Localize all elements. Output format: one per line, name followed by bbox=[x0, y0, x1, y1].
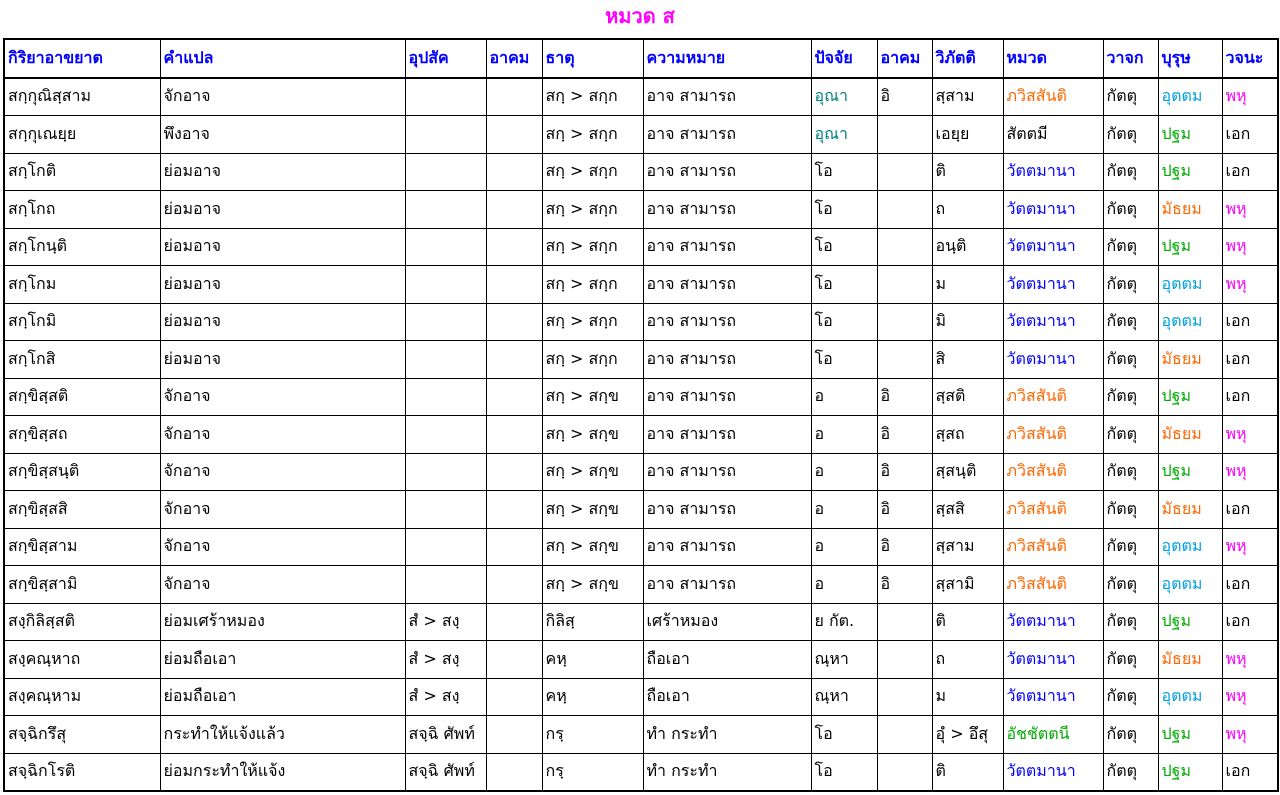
cell-person: ปฐม bbox=[1158, 753, 1222, 791]
cell-root: สกฺ > สกฺข bbox=[542, 528, 643, 566]
cell-verb: สจฺฉิกโรติ bbox=[4, 753, 160, 791]
cell-number: เอก bbox=[1222, 303, 1278, 341]
cell-translation: กระทำให้แจ้งแล้ว bbox=[160, 716, 405, 754]
cell-category: วัตตมานา bbox=[1003, 678, 1103, 716]
cell-root-meaning: เศร้าหมอง bbox=[643, 603, 811, 641]
cell-prefix bbox=[405, 191, 486, 229]
cell-agama bbox=[486, 191, 542, 229]
cell-prefix bbox=[405, 378, 486, 416]
cell-agama-2: อิ bbox=[877, 453, 932, 491]
table-row bbox=[4, 603, 1278, 641]
cell-agama-2 bbox=[877, 228, 932, 266]
cell-agama-2: อิ bbox=[877, 416, 932, 454]
cell-prefix bbox=[405, 303, 486, 341]
cell-suffix: อ bbox=[811, 378, 877, 416]
cell-verb: สกฺขิสฺสสิ bbox=[4, 491, 160, 529]
cell-suffix: ณฺหา bbox=[811, 641, 877, 679]
page-title: หมวด ส bbox=[605, 4, 675, 28]
cell-person: ปฐม bbox=[1158, 228, 1222, 266]
cell-number: เอก bbox=[1222, 378, 1278, 416]
cell-category: วัตตมานา bbox=[1003, 228, 1103, 266]
cell-agama bbox=[486, 491, 542, 529]
cell-agama-2 bbox=[877, 266, 932, 304]
table-row bbox=[4, 753, 1278, 791]
cell-root: สกฺ > สกฺก bbox=[542, 341, 643, 379]
cell-verb: สกฺกุเณยฺย bbox=[4, 116, 160, 154]
cell-person: ปฐม bbox=[1158, 116, 1222, 154]
table-row bbox=[4, 228, 1278, 266]
cell-agama bbox=[486, 528, 542, 566]
cell-vibhatti: ติ bbox=[932, 753, 1003, 791]
cell-person: ปฐม bbox=[1158, 716, 1222, 754]
cell-prefix bbox=[405, 78, 486, 116]
table-row bbox=[4, 378, 1278, 416]
cell-root: สกฺ > สกฺก bbox=[542, 78, 643, 116]
table-row bbox=[4, 528, 1278, 566]
table-row bbox=[4, 116, 1278, 154]
cell-agama bbox=[486, 153, 542, 191]
cell-root: สกฺ > สกฺข bbox=[542, 491, 643, 529]
cell-voice: กัตตุ bbox=[1103, 678, 1158, 716]
cell-voice: กัตตุ bbox=[1103, 491, 1158, 529]
cell-person: ปฐม bbox=[1158, 453, 1222, 491]
cell-prefix bbox=[405, 116, 486, 154]
cell-agama-2 bbox=[877, 678, 932, 716]
cell-category: วัตตมานา bbox=[1003, 303, 1103, 341]
cell-vibhatti: สฺสาม bbox=[932, 78, 1003, 116]
verb-table bbox=[3, 38, 1279, 792]
cell-voice: กัตตุ bbox=[1103, 341, 1158, 379]
cell-verb: สกฺโกมิ bbox=[4, 303, 160, 341]
cell-agama bbox=[486, 641, 542, 679]
cell-vibhatti: ถ bbox=[932, 191, 1003, 229]
cell-translation: ย่อมถือเอา bbox=[160, 641, 405, 679]
cell-number: เอก bbox=[1222, 566, 1278, 604]
cell-person: มัธยม bbox=[1158, 191, 1222, 229]
cell-suffix: โอ bbox=[811, 341, 877, 379]
cell-translation: จักอาจ bbox=[160, 491, 405, 529]
cell-root-meaning: อาจ สามารถ bbox=[643, 378, 811, 416]
cell-translation: ย่อมอาจ bbox=[160, 266, 405, 304]
cell-translation: จักอาจ bbox=[160, 528, 405, 566]
cell-translation: ย่อมเศร้าหมอง bbox=[160, 603, 405, 641]
cell-root: คหฺ bbox=[542, 641, 643, 679]
cell-suffix: อ bbox=[811, 491, 877, 529]
cell-prefix bbox=[405, 153, 486, 191]
cell-verb: สงฺกิลิสฺสติ bbox=[4, 603, 160, 641]
cell-vibhatti: อนฺติ bbox=[932, 228, 1003, 266]
cell-category: ภวิสสันติ bbox=[1003, 528, 1103, 566]
cell-category: ภวิสสันติ bbox=[1003, 566, 1103, 604]
cell-number: พหุ bbox=[1222, 716, 1278, 754]
cell-root-meaning: อาจ สามารถ bbox=[643, 153, 811, 191]
cell-number: เอก bbox=[1222, 753, 1278, 791]
cell-vibhatti: ถ bbox=[932, 641, 1003, 679]
cell-suffix: โอ bbox=[811, 303, 877, 341]
header-prefix: อุปสัค bbox=[405, 39, 486, 78]
cell-agama bbox=[486, 678, 542, 716]
cell-verb: สงฺคณฺหาถ bbox=[4, 641, 160, 679]
cell-number: พหุ bbox=[1222, 266, 1278, 304]
cell-agama-2 bbox=[877, 716, 932, 754]
cell-root-meaning: อาจ สามารถ bbox=[643, 228, 811, 266]
cell-translation: ย่อมอาจ bbox=[160, 341, 405, 379]
header-vibhatti: วิภัตติ bbox=[932, 39, 1003, 78]
cell-root-meaning: อาจ สามารถ bbox=[643, 341, 811, 379]
cell-voice: กัตตุ bbox=[1103, 641, 1158, 679]
table-row bbox=[4, 641, 1278, 679]
cell-person: อุตตม bbox=[1158, 266, 1222, 304]
cell-verb: สกฺกุณิสฺสาม bbox=[4, 78, 160, 116]
cell-voice: กัตตุ bbox=[1103, 753, 1158, 791]
cell-person: ปฐม bbox=[1158, 603, 1222, 641]
header-person: บุรุษ bbox=[1158, 39, 1222, 78]
cell-root: สกฺ > สกฺก bbox=[542, 266, 643, 304]
cell-agama-2 bbox=[877, 116, 932, 154]
table-header-row bbox=[4, 39, 1278, 78]
cell-suffix: อ bbox=[811, 416, 877, 454]
cell-vibhatti: สฺสสิ bbox=[932, 491, 1003, 529]
cell-verb: สกฺโกติ bbox=[4, 153, 160, 191]
cell-agama bbox=[486, 603, 542, 641]
cell-prefix bbox=[405, 453, 486, 491]
cell-agama-2 bbox=[877, 603, 932, 641]
cell-person: ปฐม bbox=[1158, 378, 1222, 416]
cell-number: เอก bbox=[1222, 491, 1278, 529]
cell-category: ภวิสสันติ bbox=[1003, 416, 1103, 454]
cell-translation: ย่อมอาจ bbox=[160, 153, 405, 191]
cell-number: พหุ bbox=[1222, 191, 1278, 229]
cell-root: สกฺ > สกฺข bbox=[542, 378, 643, 416]
cell-prefix: สํ > สงฺ bbox=[405, 678, 486, 716]
header-category: หมวด bbox=[1003, 39, 1103, 78]
cell-root-meaning: อาจ สามารถ bbox=[643, 266, 811, 304]
cell-root: คหฺ bbox=[542, 678, 643, 716]
cell-translation: จักอาจ bbox=[160, 416, 405, 454]
table-row bbox=[4, 191, 1278, 229]
cell-suffix: ณฺหา bbox=[811, 678, 877, 716]
cell-person: มัธยม bbox=[1158, 641, 1222, 679]
table-row bbox=[4, 716, 1278, 754]
cell-person: อุตตม bbox=[1158, 566, 1222, 604]
cell-vibhatti: อุํ > อึสุ bbox=[932, 716, 1003, 754]
cell-category: วัตตมานา bbox=[1003, 191, 1103, 229]
table-row bbox=[4, 78, 1278, 116]
table-row bbox=[4, 416, 1278, 454]
cell-translation: ย่อมถือเอา bbox=[160, 678, 405, 716]
cell-prefix bbox=[405, 491, 486, 529]
cell-agama-2 bbox=[877, 341, 932, 379]
cell-agama-2: อิ bbox=[877, 491, 932, 529]
cell-vibhatti: สฺสนฺติ bbox=[932, 453, 1003, 491]
cell-vibhatti: สฺสามิ bbox=[932, 566, 1003, 604]
cell-suffix: โอ bbox=[811, 266, 877, 304]
cell-suffix: ย กัต. bbox=[811, 603, 877, 641]
cell-translation: จักอาจ bbox=[160, 453, 405, 491]
cell-number: เอก bbox=[1222, 341, 1278, 379]
cell-number: พหุ bbox=[1222, 528, 1278, 566]
cell-number: พหุ bbox=[1222, 678, 1278, 716]
header-verb: กิริยาอาขยาต bbox=[4, 39, 160, 78]
cell-verb: สกฺขิสฺสาม bbox=[4, 528, 160, 566]
cell-root-meaning: อาจ สามารถ bbox=[643, 116, 811, 154]
cell-vibhatti: สฺสติ bbox=[932, 378, 1003, 416]
cell-suffix: โอ bbox=[811, 753, 877, 791]
cell-agama-2 bbox=[877, 153, 932, 191]
cell-verb: สกฺขิสฺสนฺติ bbox=[4, 453, 160, 491]
cell-verb: สกฺโกม bbox=[4, 266, 160, 304]
cell-category: วัตตมานา bbox=[1003, 641, 1103, 679]
cell-vibhatti: ติ bbox=[932, 153, 1003, 191]
cell-category: อัชชัตตนี bbox=[1003, 716, 1103, 754]
cell-root: สกฺ > สกฺก bbox=[542, 303, 643, 341]
cell-number: เอก bbox=[1222, 116, 1278, 154]
cell-root: กิลิสฺ bbox=[542, 603, 643, 641]
cell-agama bbox=[486, 303, 542, 341]
cell-agama bbox=[486, 116, 542, 154]
cell-root-meaning: อาจ สามารถ bbox=[643, 78, 811, 116]
cell-voice: กัตตุ bbox=[1103, 378, 1158, 416]
cell-number: พหุ bbox=[1222, 416, 1278, 454]
cell-agama bbox=[486, 266, 542, 304]
cell-root-meaning: อาจ สามารถ bbox=[643, 453, 811, 491]
header-root-meaning: ความหมาย bbox=[643, 39, 811, 78]
cell-agama bbox=[486, 341, 542, 379]
cell-translation: ย่อมอาจ bbox=[160, 228, 405, 266]
cell-number: พหุ bbox=[1222, 228, 1278, 266]
cell-agama-2: อิ bbox=[877, 378, 932, 416]
cell-person: อุตตม bbox=[1158, 303, 1222, 341]
header-suffix: ปัจจัย bbox=[811, 39, 877, 78]
cell-prefix bbox=[405, 416, 486, 454]
cell-agama-2: อิ bbox=[877, 528, 932, 566]
cell-root: สกฺ > สกฺข bbox=[542, 566, 643, 604]
cell-agama bbox=[486, 716, 542, 754]
cell-verb: สกฺขิสฺสามิ bbox=[4, 566, 160, 604]
cell-person: มัธยม bbox=[1158, 341, 1222, 379]
cell-root-meaning: อาจ สามารถ bbox=[643, 491, 811, 529]
cell-prefix bbox=[405, 566, 486, 604]
cell-translation: จักอาจ bbox=[160, 566, 405, 604]
cell-voice: กัตตุ bbox=[1103, 603, 1158, 641]
cell-voice: กัตตุ bbox=[1103, 266, 1158, 304]
cell-root-meaning: อาจ สามารถ bbox=[643, 416, 811, 454]
cell-vibhatti: ติ bbox=[932, 603, 1003, 641]
cell-suffix: อุณา bbox=[811, 116, 877, 154]
cell-translation: ย่อมอาจ bbox=[160, 303, 405, 341]
cell-category: วัตตมานา bbox=[1003, 603, 1103, 641]
cell-root-meaning: อาจ สามารถ bbox=[643, 303, 811, 341]
cell-vibhatti: ม bbox=[932, 678, 1003, 716]
cell-root: สกฺ > สกฺข bbox=[542, 453, 643, 491]
cell-root-meaning: ทำ กระทำ bbox=[643, 716, 811, 754]
cell-root-meaning: ทำ กระทำ bbox=[643, 753, 811, 791]
cell-agama-2 bbox=[877, 753, 932, 791]
cell-voice: กัตตุ bbox=[1103, 416, 1158, 454]
cell-root-meaning: ถือเอา bbox=[643, 678, 811, 716]
table-row bbox=[4, 566, 1278, 604]
cell-agama bbox=[486, 566, 542, 604]
cell-number: พหุ bbox=[1222, 78, 1278, 116]
header-number: วจนะ bbox=[1222, 39, 1278, 78]
cell-agama bbox=[486, 416, 542, 454]
cell-vibhatti: สฺสาม bbox=[932, 528, 1003, 566]
cell-verb: สกฺขิสฺสติ bbox=[4, 378, 160, 416]
cell-translation: จักอาจ bbox=[160, 78, 405, 116]
cell-agama-2: อิ bbox=[877, 566, 932, 604]
cell-person: มัธยม bbox=[1158, 416, 1222, 454]
cell-verb: สกฺโกสิ bbox=[4, 341, 160, 379]
cell-vibhatti: มิ bbox=[932, 303, 1003, 341]
cell-person: อุตตม bbox=[1158, 528, 1222, 566]
cell-suffix: อ bbox=[811, 528, 877, 566]
cell-suffix: โอ bbox=[811, 153, 877, 191]
cell-root-meaning: อาจ สามารถ bbox=[643, 566, 811, 604]
header-root: ธาตุ bbox=[542, 39, 643, 78]
cell-category: ภวิสสันติ bbox=[1003, 453, 1103, 491]
cell-voice: กัตตุ bbox=[1103, 116, 1158, 154]
cell-root-meaning: ถือเอา bbox=[643, 641, 811, 679]
cell-verb: สกฺขิสฺสถ bbox=[4, 416, 160, 454]
cell-number: เอก bbox=[1222, 153, 1278, 191]
cell-voice: กัตตุ bbox=[1103, 453, 1158, 491]
cell-voice: กัตตุ bbox=[1103, 153, 1158, 191]
cell-agama-2 bbox=[877, 641, 932, 679]
cell-vibhatti: เอยฺย bbox=[932, 116, 1003, 154]
cell-category: วัตตมานา bbox=[1003, 153, 1103, 191]
cell-prefix: สํ > สงฺ bbox=[405, 603, 486, 641]
cell-translation: พึงอาจ bbox=[160, 116, 405, 154]
cell-verb: สงฺคณฺหาม bbox=[4, 678, 160, 716]
table-row bbox=[4, 491, 1278, 529]
cell-agama bbox=[486, 753, 542, 791]
cell-prefix bbox=[405, 528, 486, 566]
cell-root: สกฺ > สกฺก bbox=[542, 191, 643, 229]
table-row bbox=[4, 453, 1278, 491]
cell-agama bbox=[486, 78, 542, 116]
cell-prefix bbox=[405, 341, 486, 379]
cell-root: กรฺ bbox=[542, 753, 643, 791]
cell-agama bbox=[486, 453, 542, 491]
cell-suffix: อุณา bbox=[811, 78, 877, 116]
header-voice: วาจก bbox=[1103, 39, 1158, 78]
table-row bbox=[4, 341, 1278, 379]
cell-suffix: อ bbox=[811, 453, 877, 491]
cell-verb: สกฺโกถ bbox=[4, 191, 160, 229]
cell-vibhatti: สิ bbox=[932, 341, 1003, 379]
cell-suffix: อ bbox=[811, 566, 877, 604]
cell-suffix: โอ bbox=[811, 228, 877, 266]
cell-voice: กัตตุ bbox=[1103, 303, 1158, 341]
cell-category: วัตตมานา bbox=[1003, 753, 1103, 791]
cell-category: สัตตมี bbox=[1003, 116, 1103, 154]
cell-translation: ย่อมกระทำให้แจ้ง bbox=[160, 753, 405, 791]
cell-agama-2 bbox=[877, 303, 932, 341]
cell-root-meaning: อาจ สามารถ bbox=[643, 191, 811, 229]
cell-category: ภวิสสันติ bbox=[1003, 78, 1103, 116]
cell-translation: ย่อมอาจ bbox=[160, 191, 405, 229]
cell-voice: กัตตุ bbox=[1103, 566, 1158, 604]
cell-voice: กัตตุ bbox=[1103, 78, 1158, 116]
cell-root: สกฺ > สกฺก bbox=[542, 116, 643, 154]
cell-number: พหุ bbox=[1222, 641, 1278, 679]
cell-number: เอก bbox=[1222, 603, 1278, 641]
cell-agama bbox=[486, 228, 542, 266]
cell-prefix: สจฺฉิ ศัพท์ bbox=[405, 716, 486, 754]
cell-voice: กัตตุ bbox=[1103, 191, 1158, 229]
table-row bbox=[4, 303, 1278, 341]
header-translation: คำแปล bbox=[160, 39, 405, 78]
cell-prefix: สจฺฉิ ศัพท์ bbox=[405, 753, 486, 791]
cell-suffix: โอ bbox=[811, 716, 877, 754]
cell-root: สกฺ > สกฺก bbox=[542, 228, 643, 266]
cell-verb: สจฺฉิกรึสุ bbox=[4, 716, 160, 754]
cell-prefix bbox=[405, 266, 486, 304]
cell-vibhatti: ม bbox=[932, 266, 1003, 304]
cell-suffix: โอ bbox=[811, 191, 877, 229]
cell-prefix: สํ > สงฺ bbox=[405, 641, 486, 679]
cell-category: วัตตมานา bbox=[1003, 341, 1103, 379]
cell-verb: สกฺโกนฺติ bbox=[4, 228, 160, 266]
table-row bbox=[4, 266, 1278, 304]
table-row bbox=[4, 153, 1278, 191]
cell-category: วัตตมานา bbox=[1003, 266, 1103, 304]
table-row bbox=[4, 678, 1278, 716]
cell-agama-2 bbox=[877, 191, 932, 229]
cell-voice: กัตตุ bbox=[1103, 228, 1158, 266]
cell-translation: จักอาจ bbox=[160, 378, 405, 416]
cell-root: สกฺ > สกฺก bbox=[542, 153, 643, 191]
cell-person: อุตตม bbox=[1158, 78, 1222, 116]
cell-vibhatti: สฺสถ bbox=[932, 416, 1003, 454]
cell-voice: กัตตุ bbox=[1103, 528, 1158, 566]
cell-agama-2: อิ bbox=[877, 78, 932, 116]
cell-number: พหุ bbox=[1222, 453, 1278, 491]
cell-agama bbox=[486, 378, 542, 416]
cell-root-meaning: อาจ สามารถ bbox=[643, 528, 811, 566]
cell-voice: กัตตุ bbox=[1103, 716, 1158, 754]
cell-person: อุตตม bbox=[1158, 678, 1222, 716]
header-agama: อาคม bbox=[486, 39, 542, 78]
cell-person: มัธยม bbox=[1158, 491, 1222, 529]
cell-category: ภวิสสันติ bbox=[1003, 378, 1103, 416]
cell-prefix bbox=[405, 228, 486, 266]
cell-category: ภวิสสันติ bbox=[1003, 491, 1103, 529]
cell-person: ปฐม bbox=[1158, 153, 1222, 191]
cell-root: กรฺ bbox=[542, 716, 643, 754]
header-agama-2: อาคม bbox=[877, 39, 932, 78]
cell-root: สกฺ > สกฺข bbox=[542, 416, 643, 454]
